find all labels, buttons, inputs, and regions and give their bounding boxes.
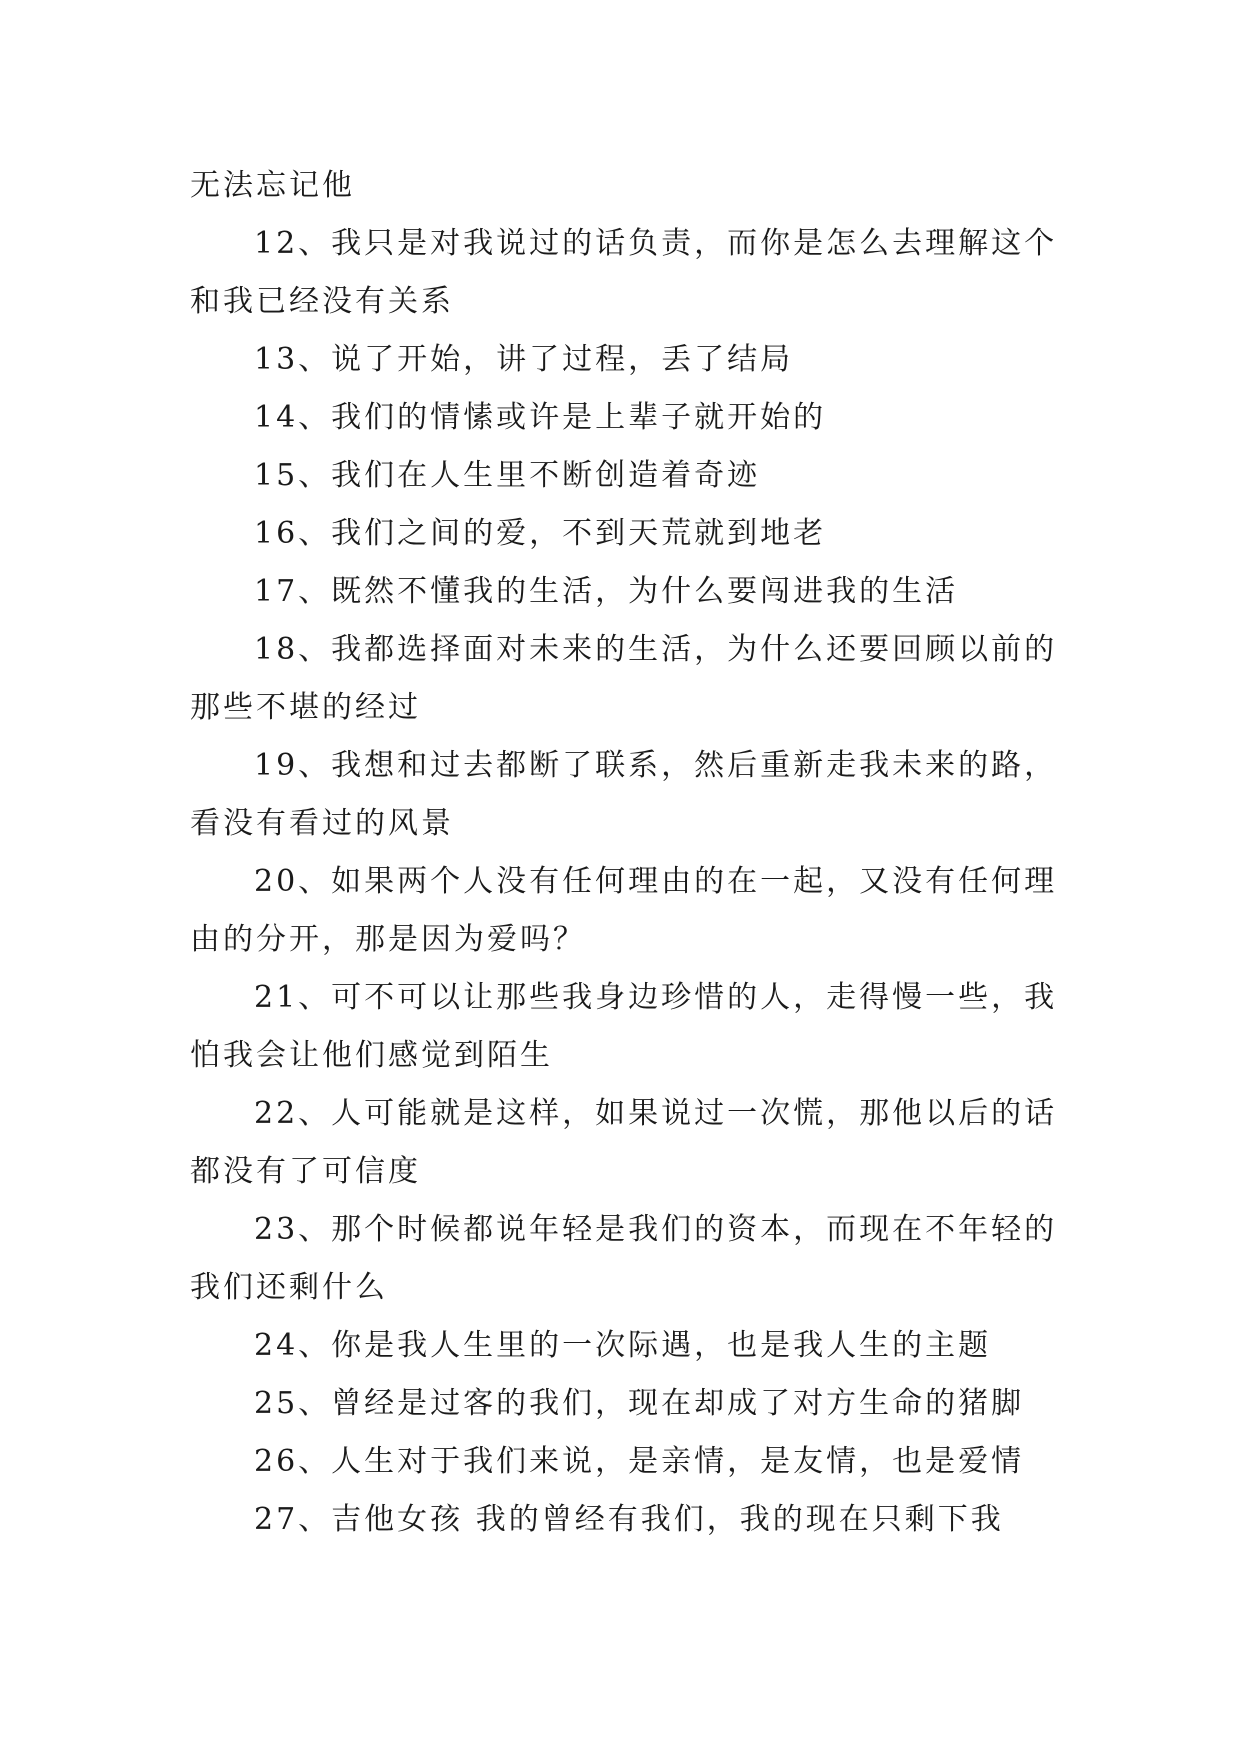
- text-line-20: 我们还剩什么: [190, 1270, 388, 1305]
- text-line-12: 看没有看过的风景: [190, 806, 454, 841]
- document-body: [190, 157, 1070, 1549]
- text-line-2: 12、我只是对我说过的话负责，而你是怎么去理解这个: [254, 226, 1058, 261]
- text-line-13: 20、如果两个人没有任何理由的在一起，又没有任何理: [254, 864, 1058, 899]
- text-line-10: 那些不堪的经过: [190, 690, 421, 725]
- text-line-9: 18、我都选择面对未来的生活，为什么还要回顾以前的: [254, 632, 1058, 667]
- text-line-17: 22、人可能就是这样，如果说过一次慌，那他以后的话: [254, 1096, 1058, 1131]
- text-line-23: 26、人生对于我们来说，是亲情，是友情，也是爱情: [254, 1444, 1025, 1479]
- text-line-3: 和我已经没有关系: [190, 284, 454, 319]
- text-line-19: 23、那个时候都说年轻是我们的资本，而现在不年轻的: [254, 1212, 1058, 1247]
- text-line-16: 怕我会让他们感觉到陌生: [190, 1038, 553, 1073]
- text-line-15: 21、可不可以让那些我身边珍惜的人，走得慢一些，我: [254, 980, 1058, 1015]
- text-line-4: 13、说了开始，讲了过程，丢了结局: [254, 342, 794, 377]
- text-line-11: 19、我想和过去都断了联系，然后重新走我未来的路，: [254, 748, 1058, 783]
- text-line-21: 24、你是我人生里的一次际遇，也是我人生的主题: [254, 1328, 992, 1363]
- text-line-6: 15、我们在人生里不断创造着奇迹: [254, 458, 761, 493]
- text-line-5: 14、我们的情愫或许是上辈子就开始的: [254, 400, 827, 435]
- text-line-7: 16、我们之间的爱，不到天荒就到地老: [254, 516, 827, 551]
- text-line-14: 由的分开，那是因为爱吗？: [190, 922, 586, 957]
- text-line-24: 27、吉他女孩 我的曾经有我们，我的现在只剩下我: [254, 1502, 1004, 1537]
- text-line-8: 17、既然不懂我的生活，为什么要闯进我的生活: [254, 574, 959, 609]
- text-line-1: 无法忘记他: [190, 168, 355, 203]
- text-line-22: 25、曾经是过客的我们，现在却成了对方生命的猪脚: [254, 1386, 1025, 1421]
- text-line-18: 都没有了可信度: [190, 1154, 421, 1189]
